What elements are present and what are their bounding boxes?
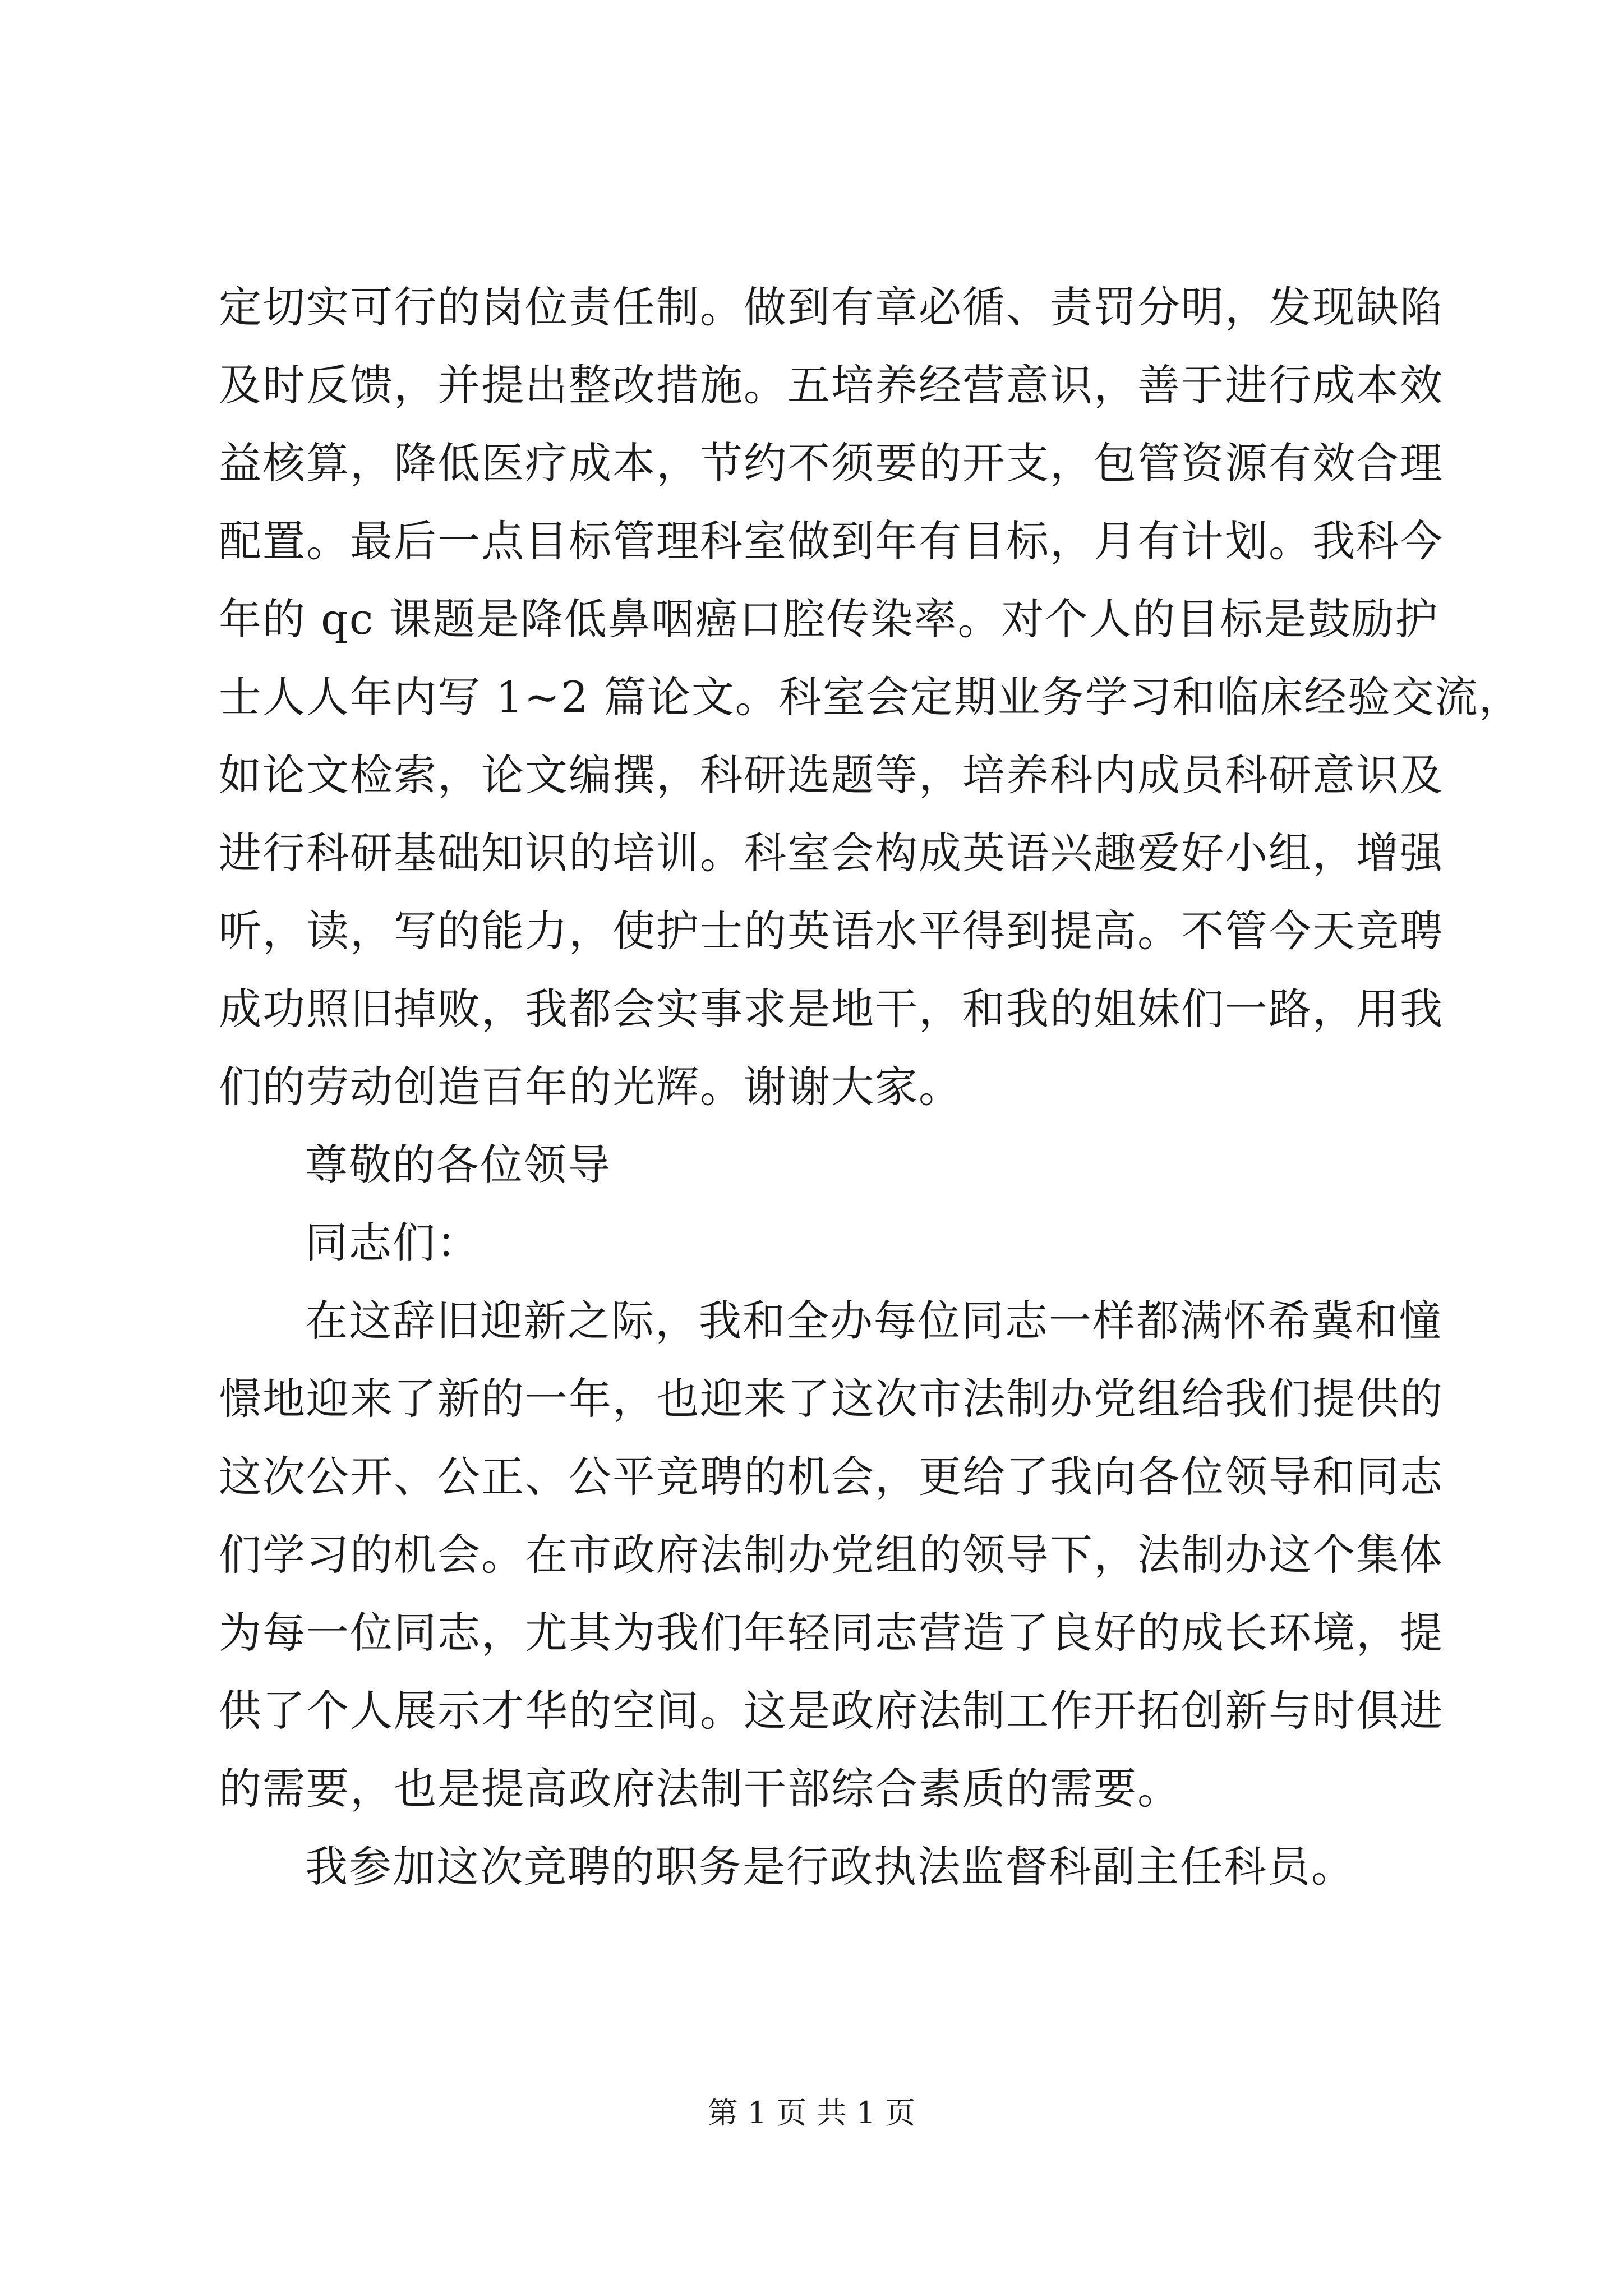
text-line: 在这辞旧迎新之际，我和全办每位同志一样都满怀希冀和憧 [305, 1296, 1442, 1346]
text-line: 们学习的机会。在市政府法制办党组的领导下，法制办这个集体 [219, 1530, 1444, 1580]
text-line: 听，读，写的能力，使护士的英语水平得到提高。不管今天竞聘 [219, 906, 1444, 956]
text-line: 们的劳动创造百年的光辉。谢谢大家。 [219, 1062, 962, 1112]
text-line: 及时反馈，并提出整改措施。五培养经营意识，善于进行成本效 [219, 360, 1444, 410]
text-line: 憬地迎来了新的一年，也迎来了这次市法制办党组给我们提供的 [219, 1374, 1444, 1424]
text-line: 士人人年内写 1~2 篇论文。科室会定期业务学习和临床经验交流， [219, 672, 1523, 722]
text-line: 成功照旧掉败，我都会实事求是地干，和我的姐妹们一路，用我 [219, 984, 1444, 1034]
text-line: 供了个人展示才华的空间。这是政府法制工作开拓创新与时俱进 [219, 1686, 1444, 1736]
text-line: 定切实可行的岗位责任制。做到有章必循、责罚分明，发现缺陷 [219, 282, 1444, 332]
text-line: 进行科研基础知识的培训。科室会构成英语兴趣爱好小组，增强 [219, 828, 1444, 878]
salutation-line: 尊敬的各位领导 [305, 1140, 611, 1190]
text-line: 为每一位同志，尤其为我们年轻同志营造了良好的成长环境，提 [219, 1608, 1444, 1658]
document-body [219, 268, 1523, 1906]
text-line: 的需要，也是提高政府法制干部综合素质的需要。 [219, 1764, 1181, 1814]
text-line: 如论文检索，论文编撰，科研选题等，培养科内成员科研意识及 [219, 750, 1444, 800]
page-number-footer: 第 1 页 共 1 页 [707, 2095, 916, 2131]
text-line: 年的 qc 课题是降低鼻咽癌口腔传染率。对个人的目标是鼓励护 [219, 594, 1439, 644]
salutation-line: 同志们： [305, 1218, 480, 1268]
text-line: 配置。最后一点目标管理科室做到年有目标，月有计划。我科今 [219, 516, 1444, 566]
text-line: 我参加这次竞聘的职务是行政执法监督科副主任科员。 [305, 1842, 1355, 1892]
text-line: 益核算，降低医疗成本，节约不须要的开支，包管资源有效合理 [219, 438, 1444, 488]
text-line: 这次公开、公正、公平竞聘的机会，更给了我向各位领导和同志 [219, 1452, 1444, 1502]
